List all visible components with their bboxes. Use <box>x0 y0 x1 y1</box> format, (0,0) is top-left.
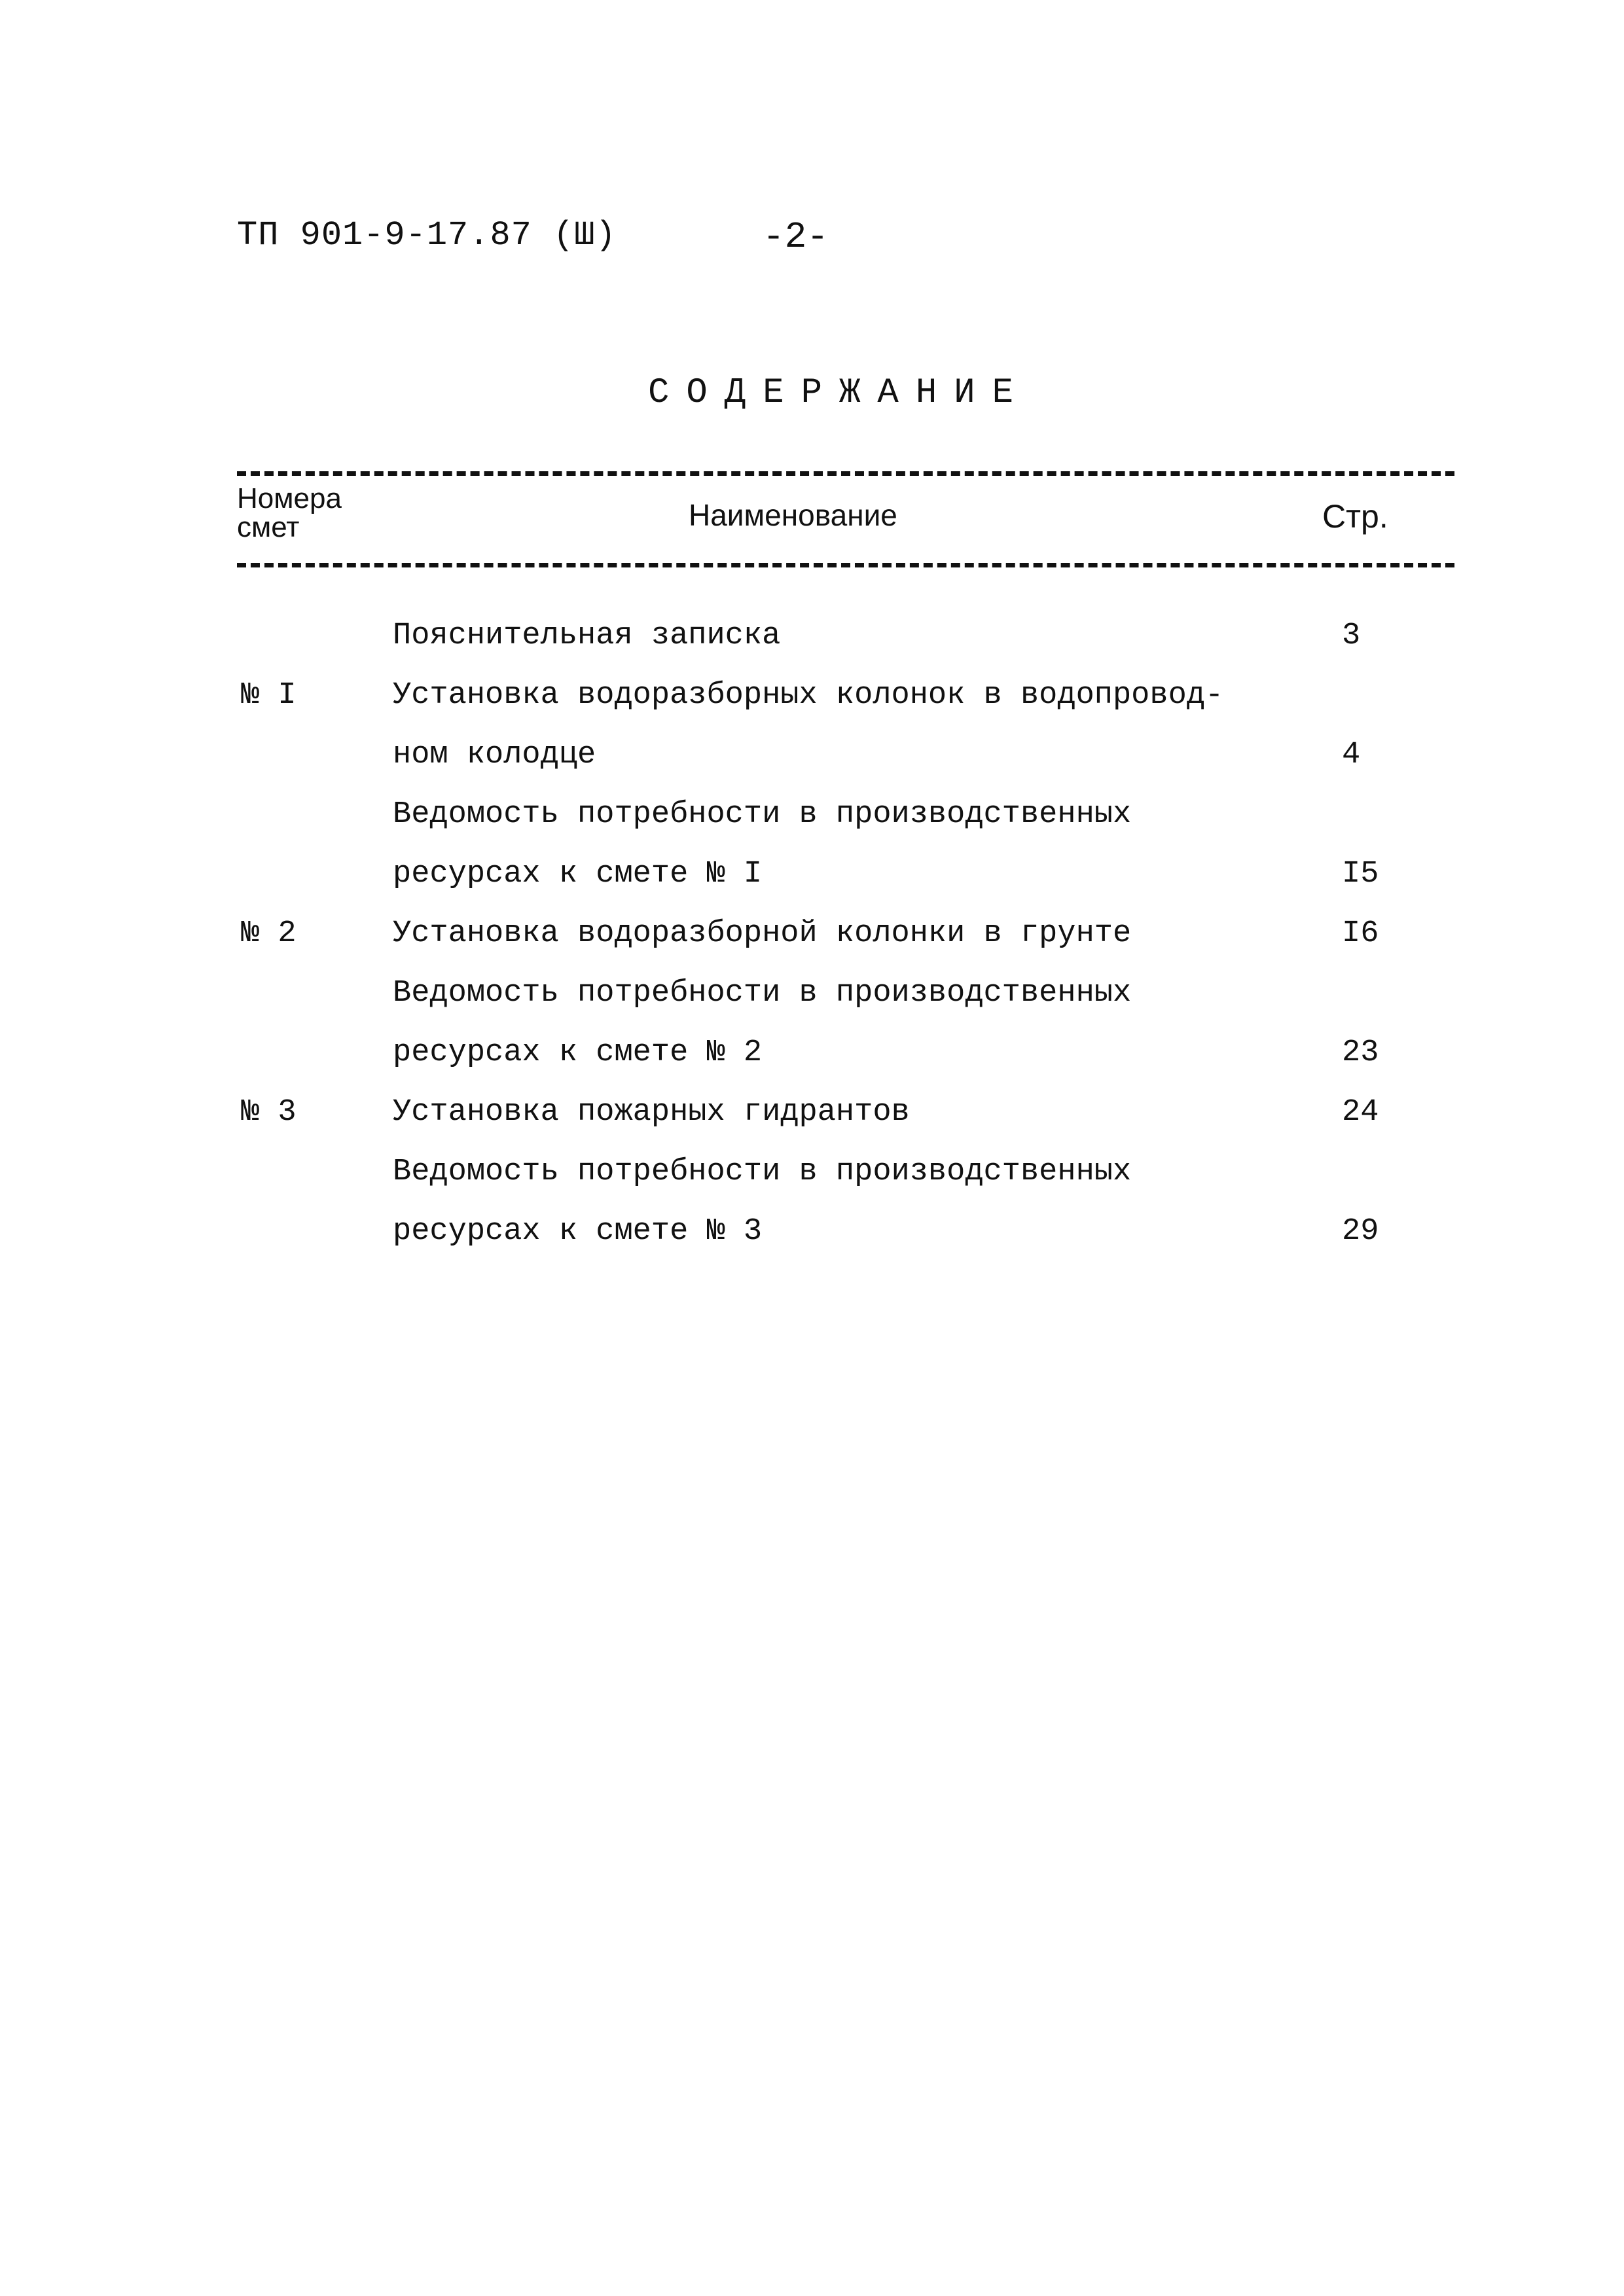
row-page: I6 <box>1342 916 1379 951</box>
column-header-number <box>237 484 342 542</box>
table-row <box>0 1095 1624 1147</box>
row-name: Ведомость потребности в производственных <box>393 976 1132 1011</box>
row-number: № 3 <box>241 1095 297 1130</box>
table-row <box>0 738 1624 790</box>
row-number: № 2 <box>241 916 297 951</box>
row-name: ном колодце <box>393 738 596 772</box>
table-header-top-rule <box>237 471 1454 476</box>
row-page: 24 <box>1342 1095 1379 1130</box>
table-row <box>0 678 1624 730</box>
row-name: Установка водоразборных колонок в водопровод- <box>393 678 1224 713</box>
row-name: ресурсах к смете № 3 <box>393 1214 763 1249</box>
page-number: -2- <box>763 216 829 258</box>
row-page: 3 <box>1342 619 1361 653</box>
document-code: ТП 901-9-17.87 (Ш) <box>237 216 617 255</box>
row-page: 4 <box>1342 738 1361 772</box>
row-name: Пояснительная записка <box>393 619 781 653</box>
row-name: Ведомость потребности в производственных <box>393 1155 1132 1189</box>
table-row <box>0 1214 1624 1266</box>
row-name: ресурсах к смете № I <box>393 857 763 891</box>
row-page: I5 <box>1342 857 1379 891</box>
table-row <box>0 916 1624 969</box>
row-page: 23 <box>1342 1035 1379 1070</box>
row-name: Установка пожарных гидрантов <box>393 1095 910 1130</box>
page-title: СОДЕРЖАНИЕ <box>648 373 1031 413</box>
table-row <box>0 797 1624 850</box>
column-header-number-line1: Номера <box>237 482 342 514</box>
row-number: № I <box>241 678 297 713</box>
table-row <box>0 1035 1624 1088</box>
column-header-name: Наименование <box>689 498 897 532</box>
table-row <box>0 857 1624 909</box>
table-header-bottom-rule <box>237 563 1454 567</box>
column-header-number-line2: смет <box>237 511 300 543</box>
row-page: 29 <box>1342 1214 1379 1249</box>
row-name: ресурсах к смете № 2 <box>393 1035 763 1070</box>
row-name: Ведомость потребности в производственных <box>393 797 1132 832</box>
table-row <box>0 976 1624 1028</box>
column-header-page: Стр. <box>1322 498 1388 535</box>
row-name: Установка водоразборной колонки в грунте <box>393 916 1132 951</box>
table-row <box>0 1155 1624 1207</box>
table-row <box>0 619 1624 671</box>
